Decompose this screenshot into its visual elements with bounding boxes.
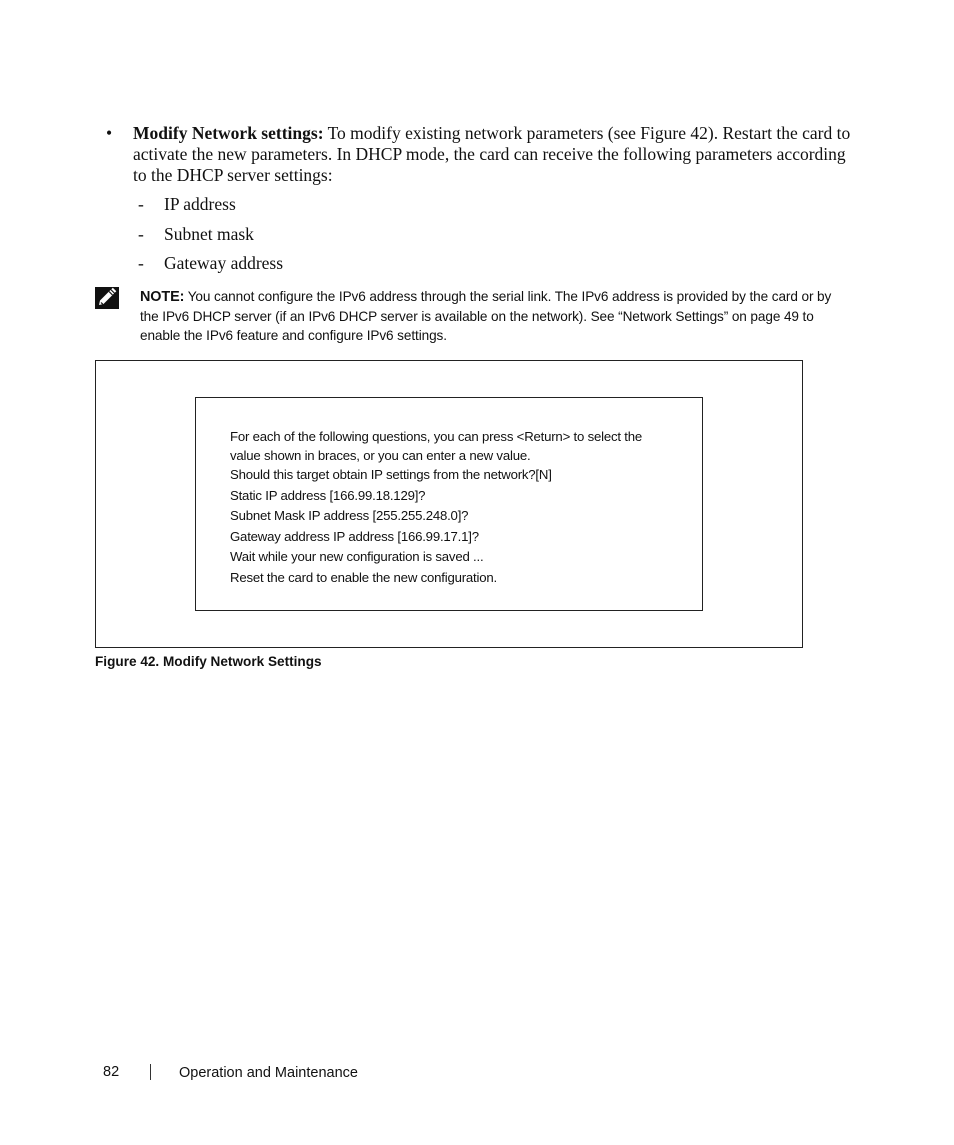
parameter-list bbox=[138, 193, 283, 282]
list-item bbox=[138, 223, 283, 253]
bullet-paragraph bbox=[106, 123, 858, 186]
dash-marker: - bbox=[138, 194, 144, 214]
footer-separator bbox=[150, 1064, 151, 1080]
note-body: You cannot configure the IPv6 address through the serial link. The IPv6 address is provided by the card or by the IPv6 DHCP server (if an IPv6 DHCP server is available on the network). See “Network Settings” on page 49 to enable the IPv6 feature and configure IPv6 settings. bbox=[140, 289, 832, 343]
console-line: Wait while your new configuration is saved ... bbox=[230, 549, 484, 564]
footer-section-title: Operation and Maintenance bbox=[179, 1065, 358, 1081]
list-item-label: Subnet mask bbox=[164, 223, 254, 244]
bullet-heading: Modify Network settings: bbox=[133, 123, 324, 143]
bullet-body: To modify existing network parameters (see Figure 42). Restart the card to activate the new parameters. In DHCP mode, the card can receive the following parameters according to the DHCP server settings: bbox=[133, 123, 851, 185]
figure-caption: Figure 42. Modify Network Settings bbox=[95, 654, 322, 669]
note-pencil-icon bbox=[95, 287, 119, 309]
list-item-label: Gateway address bbox=[164, 253, 284, 273]
dash-marker: - bbox=[138, 253, 144, 273]
bullet-dot: • bbox=[106, 123, 113, 143]
dash-marker: - bbox=[138, 223, 144, 244]
note-label: NOTE: bbox=[140, 289, 185, 305]
console-line: Static IP address [166.99.18.129]? bbox=[230, 487, 426, 503]
list-item bbox=[138, 193, 283, 223]
list-item bbox=[138, 252, 283, 282]
console-line: Should this target obtain IP settings from the network?[N] bbox=[230, 467, 552, 482]
note-text bbox=[140, 287, 852, 345]
console-line: Gateway address IP address [166.99.17.1]? bbox=[230, 528, 479, 544]
console-line: Reset the card to enable the new configuration. bbox=[230, 569, 497, 585]
list-item-label: IP address bbox=[164, 194, 236, 214]
console-line: Subnet Mask IP address [255.255.248.0]? bbox=[230, 508, 469, 523]
console-line: For each of the following questions, you can press <Return> to select the bbox=[230, 429, 643, 444]
page-number: 82 bbox=[103, 1064, 120, 1080]
bullet-text bbox=[133, 123, 858, 186]
console-output bbox=[230, 427, 685, 588]
console-line: value shown in braces, or you can enter a new value. bbox=[230, 448, 531, 463]
